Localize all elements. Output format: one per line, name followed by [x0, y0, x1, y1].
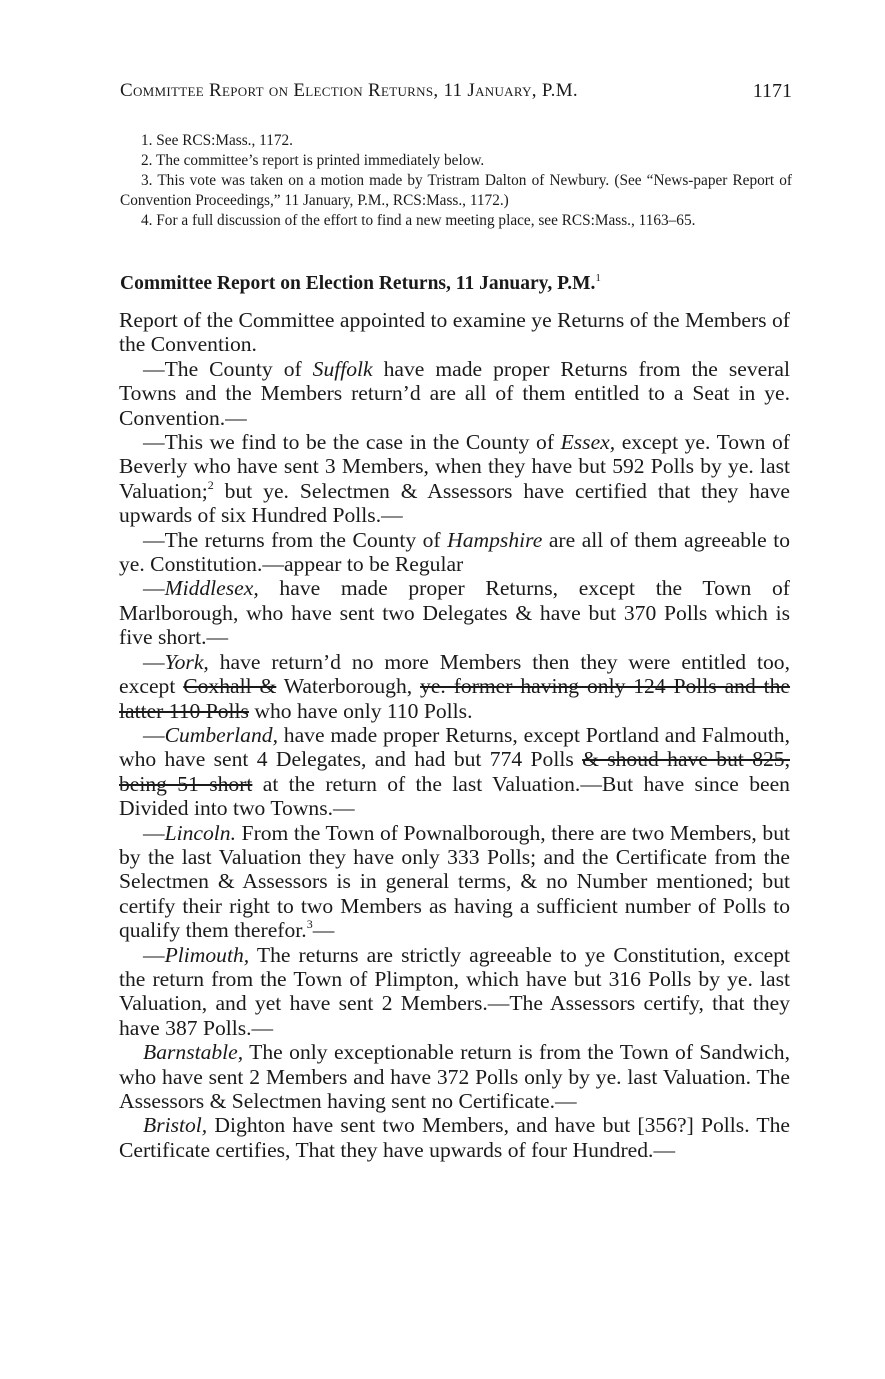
running-head — [120, 80, 792, 110]
paragraph-middlesex — [119, 576, 790, 649]
essex-footnote-ref: 2 — [207, 477, 214, 492]
section-title-note: 1 — [595, 272, 601, 284]
paragraph-barnstable — [119, 1040, 790, 1113]
county-bristol: Bristol, — [143, 1113, 208, 1138]
section-title-text: Committee Report on Election Returns, 11 January, P.M. — [120, 273, 596, 294]
hampshire-text-b: are all of them agreeable to ye. Constitution.—appear to be Regular — [119, 527, 790, 577]
paragraph-plimouth — [119, 943, 790, 1041]
county-hampshire: Hampshire — [447, 527, 543, 552]
county-barnstable: Barnstable, — [143, 1040, 244, 1065]
footnote-4: 4. For a full discussion of the effort to find a new meeting place, see RCS:Mass., 1163–65. — [141, 212, 696, 229]
footnote-1: 1. See RCS:Mass., 1172. — [141, 132, 293, 149]
report-body — [119, 308, 790, 1162]
plimouth-text-b: The returns are strictly agreeable to ye Constitution, except the return from the Town of Plimpton, which have but 316 Polls by ye. last Valuation, and yet have sent 2 Members.—The Assessors certify, that they have 387 Polls.— — [119, 942, 790, 1040]
cumberland-text-b: have made proper Returns, except Portland and Falmouth, who have sent 4 Delegates, and had but 774 Polls — [119, 722, 790, 772]
page-number: 1171 — [752, 80, 792, 102]
barnstable-text-b: The only exceptionable return is from the Town of Sandwich, who have sent 2 Members and have 372 Polls only by ye. last Valuation. The Assessors & Selectmen having sent no Certificate.— — [119, 1040, 790, 1113]
york-text-a: — — [143, 649, 165, 674]
essex-text-b: except ye. Town of Beverly who have sent 3 Members, when they have but 592 Polls by ye. last Valuation; — [119, 430, 790, 503]
lincoln-footnote-ref: 3 — [306, 917, 313, 932]
county-plimouth: Plimouth, — [164, 942, 250, 967]
footnote-3: 3. This vote was taken on a motion made by Tristram Dalton of Newbury. (See “News-paper Report of Convention Proceedings,” 11 January, P.M., RCS:Mass., 1172.) — [120, 172, 792, 209]
hampshire-text-a: —The returns from the County of — [143, 527, 448, 552]
cumberland-text-c: at the return of the last Valuation.—But have since been Divided into two Towns.— — [119, 771, 790, 821]
footnote-2: 2. The committee’s report is printed immediately below. — [141, 152, 485, 169]
paragraph-suffolk — [119, 357, 790, 430]
paragraph-essex — [119, 430, 790, 528]
paragraph-cumberland — [119, 723, 790, 821]
paragraph-hampshire — [119, 528, 790, 577]
york-text-c: Waterborough, — [276, 674, 421, 699]
county-lincoln: Lincoln. — [164, 820, 236, 845]
county-suffolk: Suffolk — [312, 356, 373, 381]
lincoln-text-a: — — [143, 820, 165, 845]
section-title — [120, 272, 792, 295]
plimouth-text-a: — — [143, 942, 165, 967]
paragraph-york — [119, 650, 790, 723]
middlesex-text-b: have made proper Returns, except the Town of Marlborough, who have sent two Delegates & have but 370 Polls which is five short.— — [119, 576, 790, 650]
county-middlesex: Middlesex, — [164, 576, 259, 601]
struck-text-cumberland: & shoud have but 825, being 51 short — [119, 747, 790, 796]
footnotes — [120, 131, 792, 231]
lincoln-text-b: From the Town of Pownalborough, there are two Members, but by the last Valuation they have only 333 Polls; and the Certificate from the Selectmen & Assessors is in general terms, & no Number mentioned; but certify their right to two Members as having a sufficient number of Polls to qualify them therefor. — [119, 820, 790, 943]
suffolk-text-a: —The County of — [143, 356, 313, 381]
report-intro: Report of the Committee appointed to examine ye Returns of the Members of the Convention. — [119, 308, 790, 357]
bristol-text-b: Dighton have sent two Members, and have but [356?] Polls. The Certificate certifies, That they have upwards of four Hundred.— — [119, 1113, 790, 1162]
running-title: Committee Report on Election Returns, 11 January, P.M. — [120, 80, 578, 101]
county-essex: Essex, — [560, 430, 616, 455]
essex-text-a: —This we find to be the case in the County of — [143, 430, 561, 455]
middlesex-text-a: — — [143, 576, 165, 601]
lincoln-text-c: — — [312, 918, 335, 943]
paragraph-lincoln — [119, 821, 790, 943]
struck-text-coxhall: Coxhall & — [183, 674, 277, 699]
suffolk-text-b: have made proper Returns from the several Towns and the Members return’d are all of them entitled to a Seat in ye. Convention.— — [119, 356, 790, 430]
county-cumberland: Cumberland, — [164, 722, 278, 747]
york-text-b: have return’d no more Members then they were entitled too, except — [119, 649, 790, 699]
struck-text-york-polls: ye. former having only 124 Polls and the latter 110 Polls — [119, 674, 791, 723]
essex-text-c: but ye. Selectmen & Assessors have certified that they have upwards of six Hundred Polls.— — [119, 478, 790, 528]
cumberland-text-a: — — [143, 722, 165, 747]
york-text-d: who have only 110 Polls. — [248, 698, 473, 723]
paragraph-bristol — [119, 1113, 790, 1162]
county-york: York, — [164, 649, 209, 674]
